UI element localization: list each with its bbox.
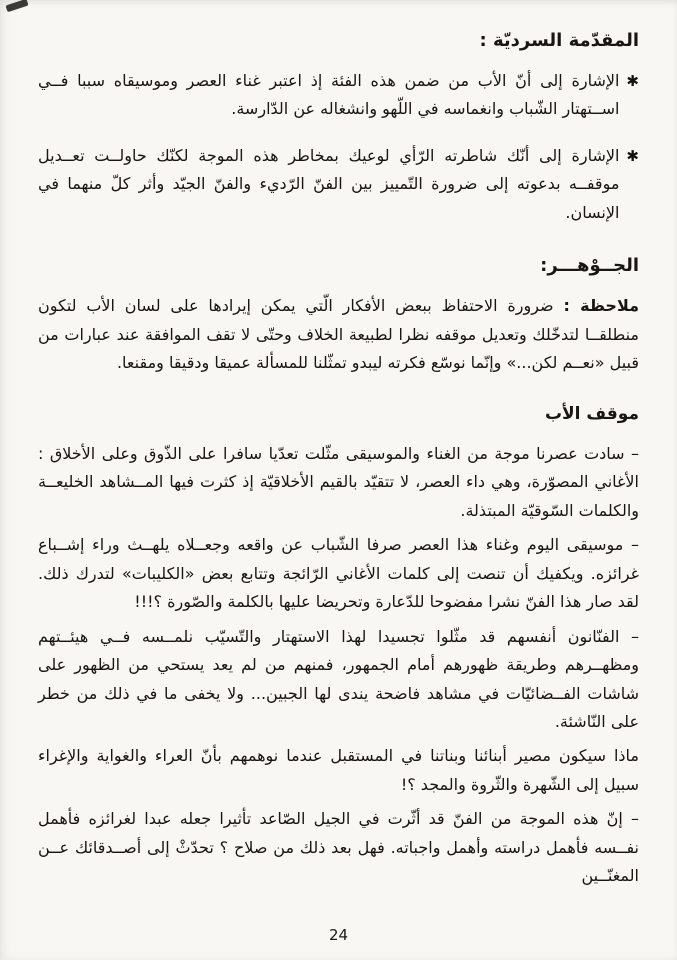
section-heading-core: الجــوْهـــر: (540, 255, 639, 277)
bullet-star-icon: ✱ (626, 146, 639, 165)
note-text: ضرورة الاحتفاظ ببعض الأفكار الّتي يمكن إيرادها على لسان الأب لتكون منطلقــا لتدخّلك وتعديل موقفه نظرا لطبيعة الخلاف وحتّى لا تقف الموافقة عند عبارات من قبيل «نعــم لكن...» وإنّما نوسّع فكرته ليبدو تمثّلنا للمسألة عميقا ودقيقا ومقنعا. (38, 296, 639, 373)
body-paragraph: – موسيقى اليوم وغناء هذا العصر صرفا الشّباب عن واقعه وجعــلاه يلهــث وراء إشــباع غرائزه. ويكفيك أن تنصت إلى كلمات الأغاني الرّائجة وتتابع بعض «الكليبات» لتدرك ذلك. لقد صار هذا الفنّ نشرا مفضوحا للدّعارة وتحريضا عليها بالكلمة والصّورة ؟!!! (38, 535, 639, 612)
section-heading-father: موقف الأب (544, 403, 639, 424)
intro-bullet-item (38, 142, 639, 227)
body-paragraph: – إنّ هذه الموجة من الفنّ قد أثّرت في الجيل الصّاعد تأثيرا جعله عبدا لغرائزه فأهمل نفــسه فأهمل دراسته وأهمل واجباته. فهل بعد ذلك من صلاح ؟ تحدّثْ إلى أصــدقائك عــن المغنّــين (38, 809, 639, 886)
section-heading-intro: المقدّمة السرديّة : (479, 30, 639, 51)
page-number: 24 (328, 926, 349, 944)
intro-bullet-item (38, 67, 639, 124)
bullet-star-icon: ✱ (626, 72, 639, 90)
body-paragraph: ماذا سيكون مصير أبنائنا وبناتنا في المستقبل عندما نوهمهم بأنّ العراء والغواية والإغراء سبيل إلى الشّهرة والثّروة والمجد ؟! (38, 746, 639, 794)
body-paragraph: – سادت عصرنا موجة من الغناء والموسيقى مثّلت تعدّيا سافرا على الذّوق وعلى الأخلاق : الأغاني المصوّرة، وهي داء العصر، لا تتقيّد بالقيم الأخلاقيّة إذ كثرت فيها المــشاهد الخليعــة والكلمات السّوقيّة المبتذلة. (38, 443, 639, 520)
note-paragraph (38, 292, 639, 377)
note-label: ملاحظة : (563, 296, 640, 316)
scan-artifact (5, 0, 28, 12)
body-paragraph: – الفنّانون أنفسهم قد مثّلوا تجسيدا لهذا الاستهتار والتّسيّب نلمــسه فــي هيئــتهم ومظهــرهم وطريقة ظهورهم أمام الجمهور، فمنهم من لم يعد يستحي من الظهور على شاشات الفــضائيّات في مشاهد فاضحة يندى لها الجبين... ولا يخفى ما في ذلك من خطر على النّاشئة. (38, 626, 639, 731)
intro-bullet-text: الإشارة إلى أنّك شاطرته الرّأي لوعيك بمخاطر هذه الموجة لكنّك حاولــت تعــديل موقفــه بدعوته إلى ضرورة التّمييز بين الفنّ الرّديء والفنّ الجيّد وأثر كلّ منهما في الإنسان. (38, 145, 620, 222)
intro-bullet-text: الإشارة إلى أنّ الأب من ضمن هذه الفئة إذ اعتبر غناء العصر وموسيقاه سببا فــي اســتهتار الشّباب وانغماسه في اللّهو وانشغاله عن الدّارسة. (38, 71, 620, 119)
